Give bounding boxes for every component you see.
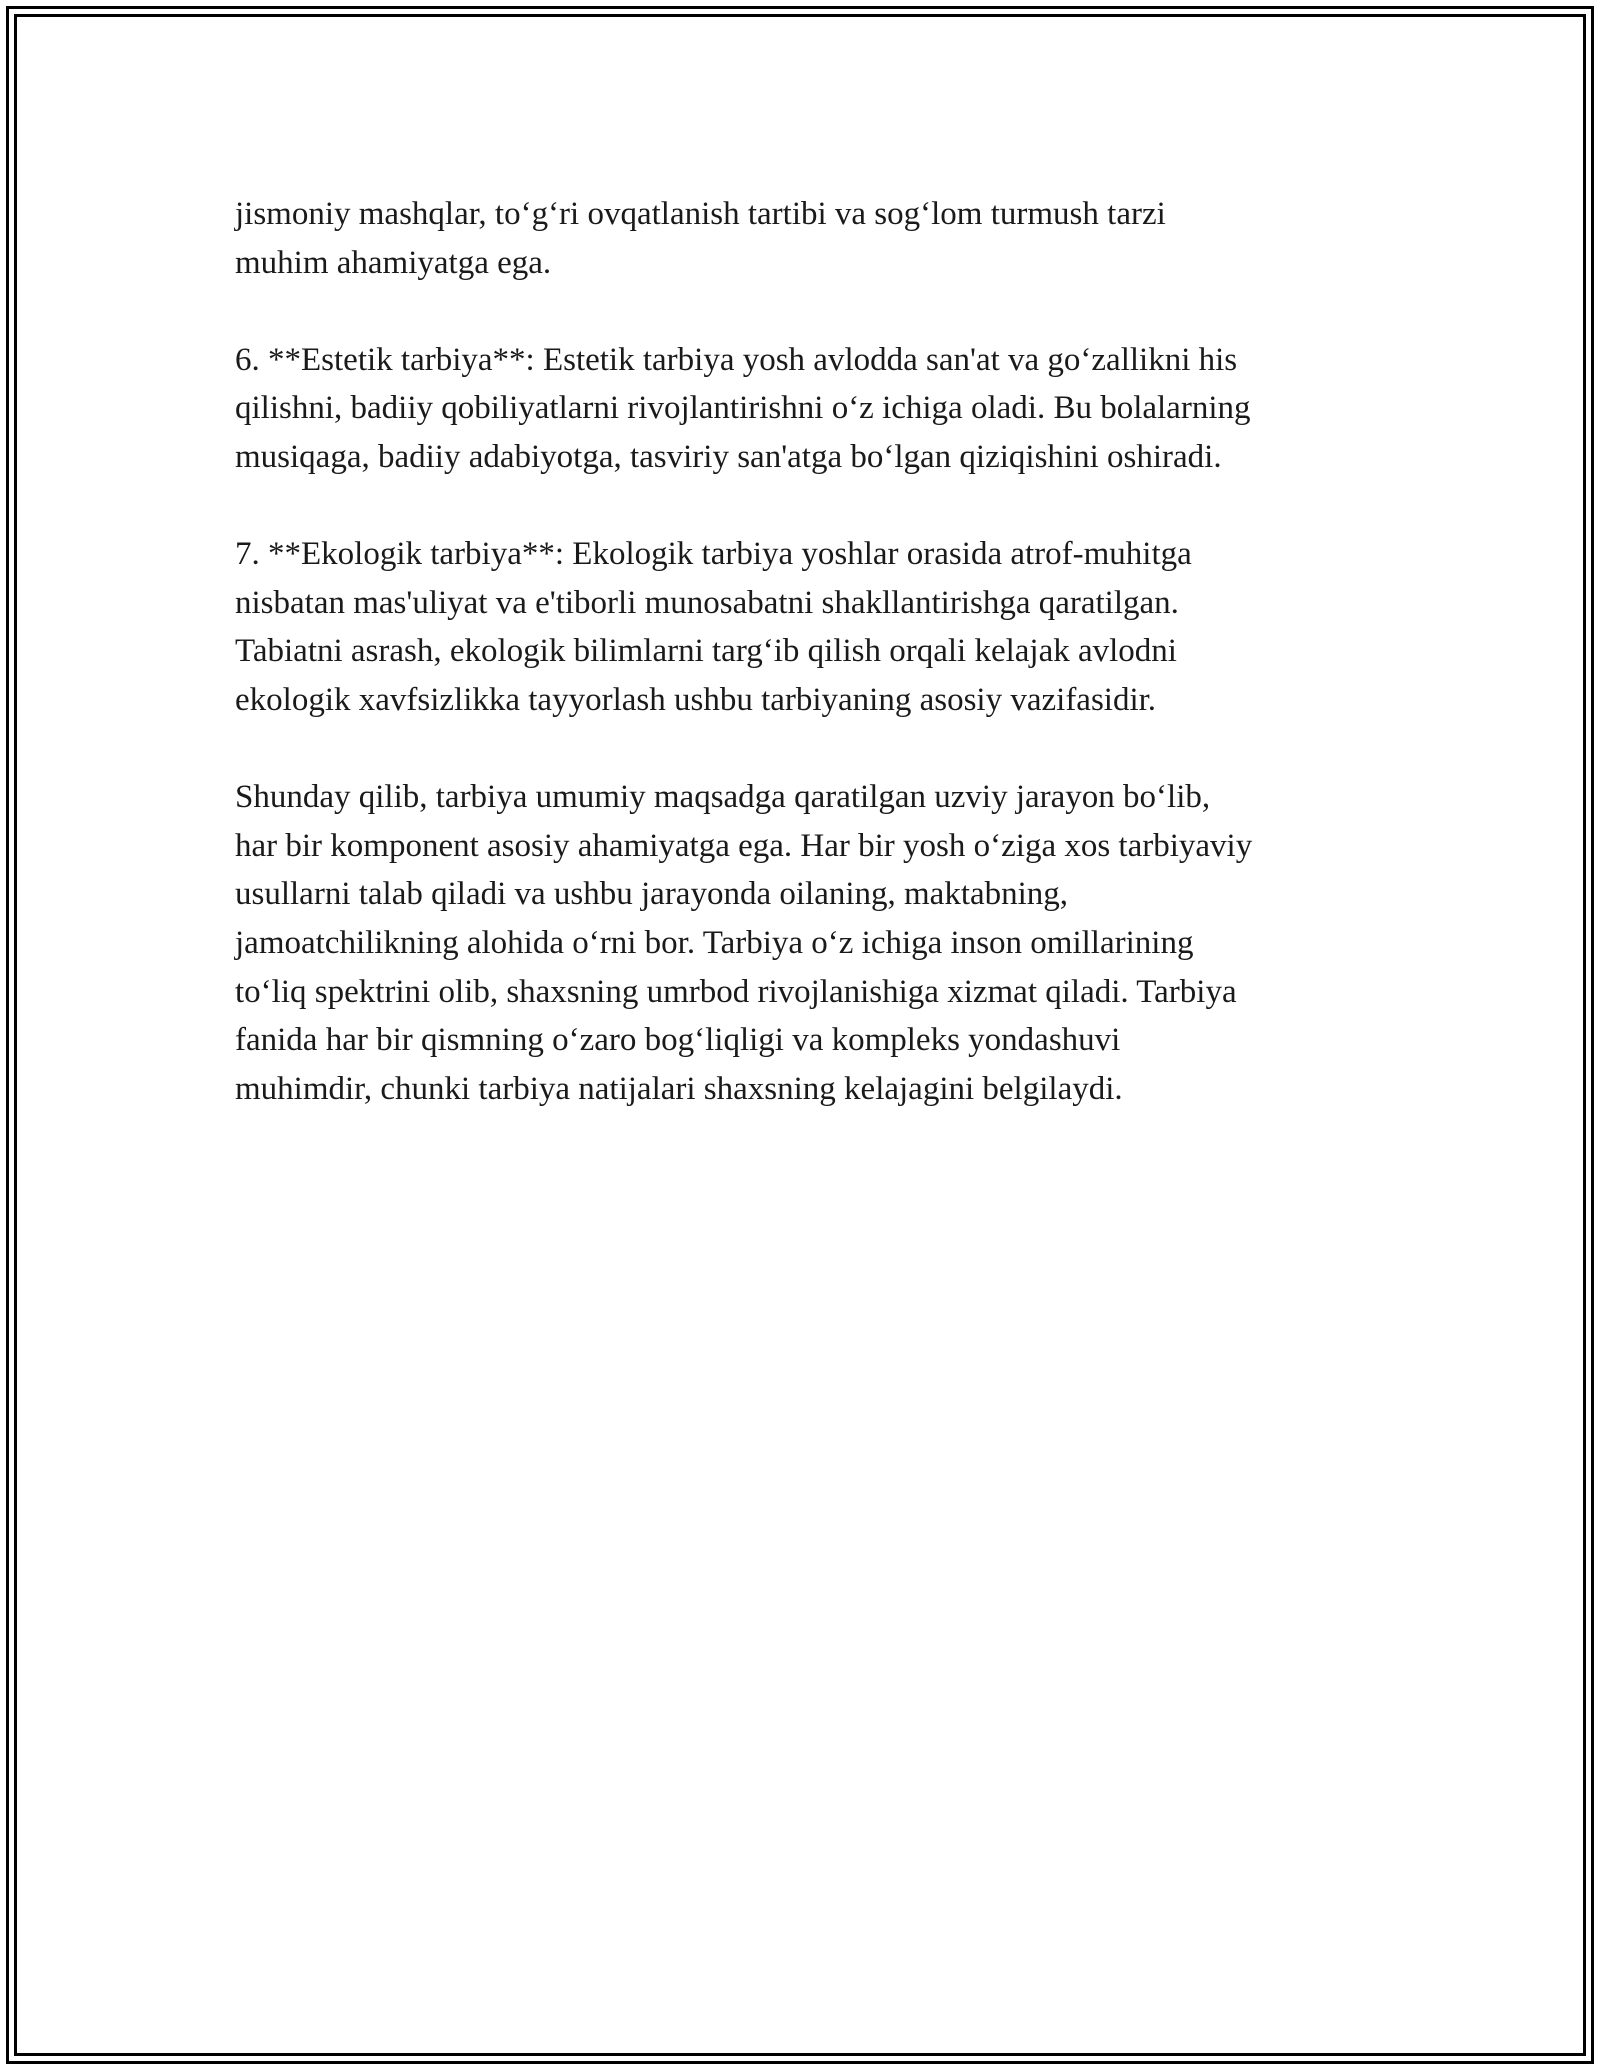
text-line: jamoatchilikning alohida o‘rni bor. Tarbiya o‘z ichiga inson omillarining (235, 924, 1194, 961)
text-line: qilishni, badiiy qobiliyatlarni rivojlantirishni o‘z ichiga oladi. Bu bolalarning (235, 390, 1251, 427)
text-line: 6. **Estetik tarbiya**: Estetik tarbiya yosh avlodda san'at va go‘zallikni his (235, 341, 1238, 378)
text-line: jismoniy mashqlar, to‘g‘ri ovqatlanish tartibi va sog‘lom turmush tarzi (235, 196, 1166, 232)
document-body (235, 190, 1395, 1162)
paragraph-aesthetic-education (235, 336, 1395, 482)
text-line: muhim ahamiyatga ega. (235, 244, 552, 281)
text-line: to‘liq spektrini olib, shaxsning umrbod rivojlanishiga xizmat qiladi. Tarbiya (235, 973, 1237, 1010)
text-line: Tabiatni asrash, ekologik bilimlarni targ‘ib qilish orqali kelajak avlodni (235, 633, 1177, 670)
text-line: musiqaga, badiiy adabiyotga, tasviriy san'atga bo‘lgan qiziqishini oshiradi. (235, 438, 1222, 475)
text-line: muhimdir, chunki tarbiya natijalari shaxsning kelajagini belgilaydi. (235, 1070, 1123, 1107)
text-line: Shunday qilib, tarbiya umumiy maqsadga qaratilgan uzviy jarayon bo‘lib, (235, 779, 1211, 816)
text-line: usullarni talab qiladi va ushbu jarayonda oilaning, maktabning, (235, 876, 1069, 913)
text-line: nisbatan mas'uliyat va e'tiborli munosabatni shakllantirishga qaratilgan. (235, 584, 1179, 621)
text-line: har bir komponent asosiy ahamiyatga ega. Har bir yosh o‘ziga xos tarbiyaviy (235, 827, 1253, 864)
paragraph-conclusion (235, 773, 1395, 1113)
text-line: ekologik xavfsizlikka tayyorlash ushbu tarbiyaning asosiy vazifasidir. (235, 681, 1157, 718)
text-line: 7. **Ekologik tarbiya**: Ekologik tarbiya yoshlar orasida atrof-muhitga (235, 536, 1192, 573)
paragraph-physical-education-continued (235, 190, 1395, 287)
text-line: fanida har bir qismning o‘zaro bog‘liqligi va kompleks yondashuvi (235, 1022, 1121, 1059)
paragraph-ecological-education (235, 530, 1395, 724)
